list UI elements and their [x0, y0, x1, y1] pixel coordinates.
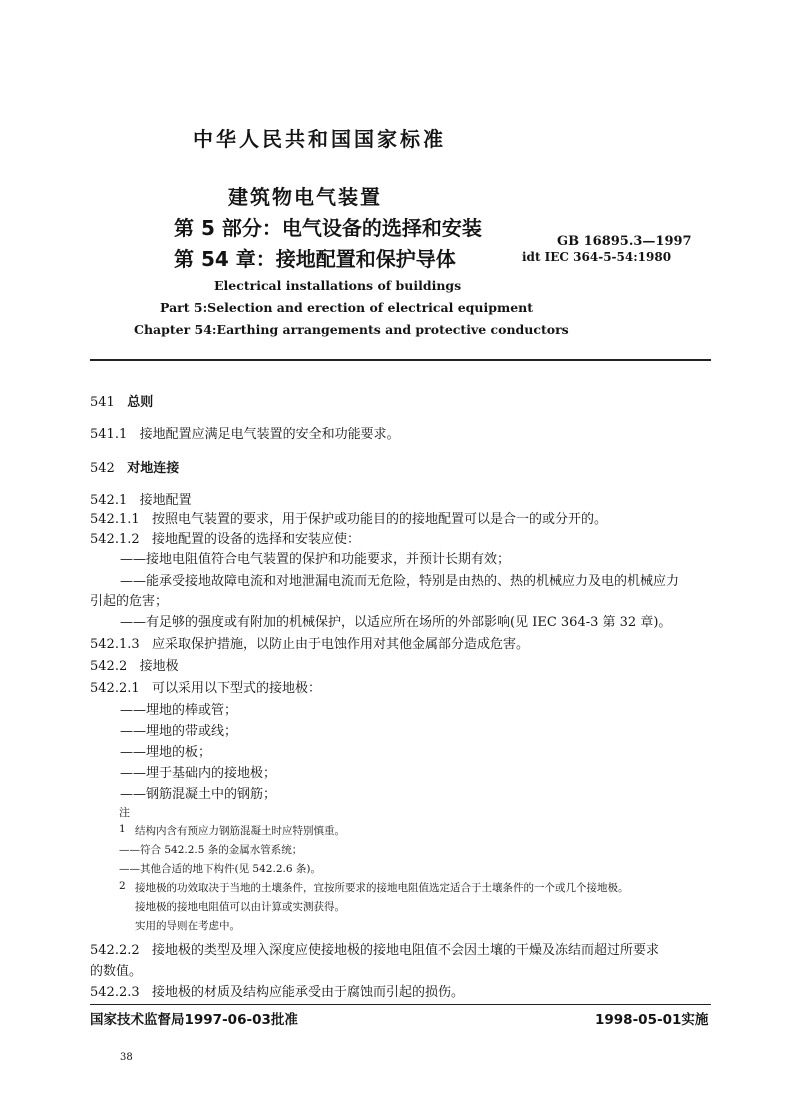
- national-standard-title: 中华人民共和国国家标准: [193, 127, 446, 151]
- approval-line: 国家技术监督局1997-06-03批准: [90, 1012, 298, 1028]
- section-542: [90, 457, 179, 476]
- clause-number: 542.1: [90, 493, 128, 508]
- footer-divider: [90, 1004, 711, 1005]
- clause-text: 按照电气装置的要求，用于保护或功能目的的接地配置可以是合一的或分开的。: [152, 512, 608, 527]
- note-1-item-a: ——符合 542.2.5 条的金属水管系统；: [119, 844, 303, 856]
- clause-542-2-2-continued: 的数值。: [90, 964, 143, 979]
- clause-542-2: [90, 655, 179, 674]
- clause-text: 应采取保护措施，以防止由于电蚀作用对其他金属部分造成危害。: [152, 637, 530, 652]
- clause-542-1-2: [90, 528, 360, 547]
- clause-number: 542.2: [90, 659, 128, 674]
- note-1-text: 结构内含有预应力钢筋混凝土时应特别慎重。: [135, 825, 345, 837]
- note-label: 注: [119, 806, 130, 819]
- clause-text: 可以采用以下型式的接地极：: [152, 681, 322, 696]
- section-title: 总则: [127, 395, 154, 410]
- list-item: ——埋地的板；: [120, 745, 212, 760]
- clause-542-2-1: [90, 677, 321, 696]
- clause-542-2-2: [90, 939, 659, 958]
- list-item: ——钢筋混凝土中的钢筋；: [120, 787, 277, 802]
- clause-text: 接地配置: [139, 493, 192, 508]
- section-541: [90, 391, 153, 410]
- clause-text: 接地配置的设备的选择和安装应使：: [152, 532, 361, 547]
- note-1-item-b: ——其他合适的地下构件(见 542.2.6 条)。: [119, 863, 321, 875]
- page-number: 38: [120, 1052, 133, 1063]
- list-item: ——埋于基础内的接地极；: [120, 766, 277, 781]
- clause-542-1-3: [90, 633, 529, 652]
- clause-number: 541.1: [90, 427, 128, 442]
- clause-number: 542.1.3: [90, 637, 140, 652]
- idt-reference: idt IEC 364-5-54:1980: [522, 250, 672, 264]
- title-cn-2: 第 5 部分：电气设备的选择和安装: [174, 216, 482, 240]
- clause-text: 接地极的类型及埋入深度应使接地极的接地电阻值不会因土壤的干燥及冻结而超过所要求: [152, 943, 660, 958]
- note-1-number: 1: [119, 823, 126, 835]
- section-number: 541: [90, 395, 115, 410]
- effective-date-line: 1998-05-01实施: [595, 1012, 709, 1028]
- title-en-2: Part 5:Selection and erection of electrical equipment: [160, 300, 534, 315]
- clause-541-1: [90, 423, 400, 442]
- clause-542-1-1: [90, 508, 607, 527]
- clause-text: 接地配置应满足电气装置的安全和功能要求。: [139, 427, 400, 442]
- title-en-3: Chapter 54:Earthing arrangements and protective conductors: [134, 322, 569, 337]
- note-2-number: 2: [119, 880, 126, 892]
- clause-number: 542.2.1: [90, 681, 140, 696]
- clause-number: 542.2.2: [90, 943, 140, 958]
- note-2-line-b: 接地极的接地电阻值可以由计算或实测获得。: [135, 901, 345, 913]
- clause-number: 542.1.2: [90, 532, 140, 547]
- title-en-1: Electrical installations of buildings: [214, 278, 462, 293]
- list-item: ——埋地的带或线；: [120, 724, 238, 739]
- note-2-text: 接地极的功效取决于当地的土壤条件，宜按所要求的接地电阻值选定适合于土壤条件的一个或几个接地极。: [135, 882, 629, 894]
- title-cn-1: 建筑物电气装置: [228, 185, 382, 209]
- clause-text: 接地极: [139, 659, 179, 674]
- clause-542-1-2-item-b-continued: 引起的危害；: [90, 594, 169, 609]
- list-item: ——埋地的棒或管；: [120, 703, 238, 718]
- note-2-line-c: 实用的导则在考虑中。: [135, 920, 240, 932]
- clause-542-1-2-item-b: ——能承受接地故障电流和对地泄漏电流而无危险，特别是由热的、热的机械应力及电的机械应力: [120, 574, 680, 589]
- header-divider: [90, 359, 711, 361]
- section-number: 542: [90, 461, 115, 476]
- clause-542-1-2-item-c: ——有足够的强度或有附加的机械保护，以适应所在场所的外部影响(见 IEC 364-3 第 32 章)。: [120, 615, 672, 630]
- title-cn-3: 第 54 章：接地配置和保护导体: [174, 247, 456, 271]
- clause-542-1-2-item-a: ——接地电阻值符合电气装置的保护和功能要求，并预计长期有效；: [120, 552, 511, 567]
- clause-number: 542.2.3: [90, 985, 140, 1000]
- standard-number: GB 16895.3—1997: [557, 234, 692, 249]
- section-title: 对地连接: [127, 461, 180, 476]
- clause-number: 542.1.1: [90, 512, 140, 527]
- clause-542-2-3: [90, 981, 464, 1000]
- clause-542-1: [90, 489, 192, 508]
- clause-text: 接地极的材质及结构应能承受由于腐蚀而引起的损伤。: [152, 985, 465, 1000]
